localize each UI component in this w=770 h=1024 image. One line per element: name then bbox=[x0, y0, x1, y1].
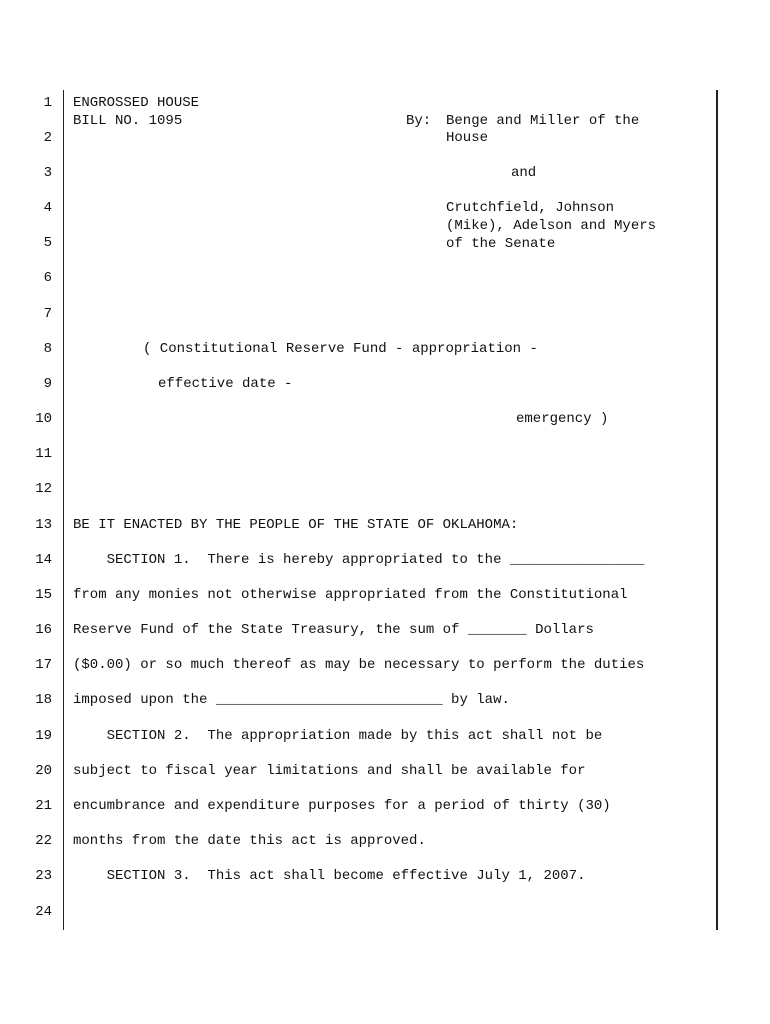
line-number: 20 bbox=[35, 763, 52, 779]
sponsor-line1: Benge and Miller of the bbox=[446, 113, 640, 129]
by-label: By: bbox=[406, 113, 432, 129]
line-number: 17 bbox=[35, 657, 52, 673]
sponsor-line4: (Mike), Adelson and Myers bbox=[446, 218, 657, 234]
sponsor-line5: of the Senate bbox=[446, 236, 556, 252]
body-line-22: months from the date this act is approved. bbox=[73, 833, 426, 849]
sponsor-and: and bbox=[511, 165, 537, 181]
line-number: 12 bbox=[35, 481, 52, 497]
line-number: 19 bbox=[35, 728, 52, 744]
line-number: 7 bbox=[43, 306, 52, 322]
line-number: 9 bbox=[43, 376, 52, 392]
bill-heading-line1: ENGROSSED HOUSE bbox=[73, 95, 200, 111]
line-number: 16 bbox=[35, 622, 52, 638]
body-line-15: from any monies not otherwise appropriated from the Constitutional bbox=[73, 587, 628, 603]
line-number: 14 bbox=[35, 552, 52, 568]
body-line-18: imposed upon the ___________________________ by law. bbox=[73, 692, 510, 708]
line-number: 21 bbox=[35, 798, 52, 814]
body-line-19: SECTION 2. The appropriation made by this act shall not be bbox=[73, 728, 603, 744]
line-number: 13 bbox=[35, 517, 52, 533]
line-number: 8 bbox=[43, 341, 52, 357]
line-number: 23 bbox=[35, 868, 52, 884]
title-line3: emergency ) bbox=[516, 411, 609, 427]
body-line-21: encumbrance and expenditure purposes for a period of thirty (30) bbox=[73, 798, 611, 814]
line-number: 1 bbox=[43, 95, 52, 111]
line-number: 11 bbox=[35, 446, 52, 462]
line-number: 6 bbox=[43, 270, 52, 286]
line-number: 3 bbox=[43, 165, 52, 181]
sponsor-line3: Crutchfield, Johnson bbox=[446, 200, 615, 216]
line-number: 18 bbox=[35, 692, 52, 708]
sponsor-line2: House bbox=[446, 130, 489, 146]
line-number: 22 bbox=[35, 833, 52, 849]
line-number: 2 bbox=[43, 130, 52, 146]
line-number: 5 bbox=[43, 235, 52, 251]
line-number: 10 bbox=[35, 411, 52, 427]
left-margin-rule bbox=[63, 90, 64, 930]
enacting-clause: BE IT ENACTED BY THE PEOPLE OF THE STATE OF OKLAHOMA: bbox=[73, 517, 519, 533]
title-line2: effective date - bbox=[158, 376, 293, 392]
bill-heading-line2: BILL NO. 1095 bbox=[73, 113, 183, 129]
body-line-14: SECTION 1. There is hereby appropriated to the ________________ bbox=[73, 552, 645, 568]
line-number: 4 bbox=[43, 200, 52, 216]
body-line-16: Reserve Fund of the State Treasury, the sum of _______ Dollars bbox=[73, 622, 594, 638]
body-line-20: subject to fiscal year limitations and shall be available for bbox=[73, 763, 586, 779]
right-margin-rule bbox=[716, 90, 718, 930]
title-line1: ( Constitutional Reserve Fund - appropriation - bbox=[143, 341, 538, 357]
line-number: 15 bbox=[35, 587, 52, 603]
body-line-17: ($0.00) or so much thereof as may be necessary to perform the duties bbox=[73, 657, 645, 673]
body-line-23: SECTION 3. This act shall become effective July 1, 2007. bbox=[73, 868, 586, 884]
line-number: 24 bbox=[35, 904, 52, 920]
